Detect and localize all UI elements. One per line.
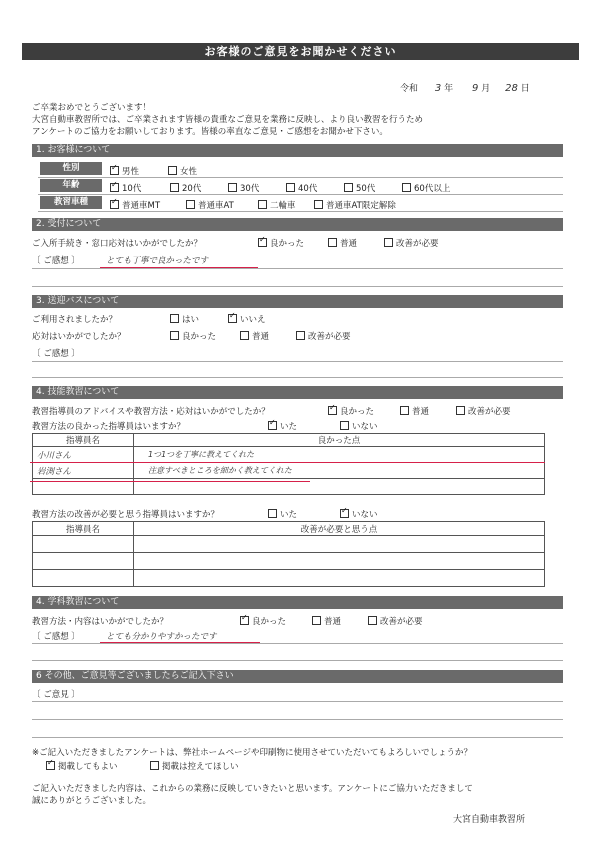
section-4-heading: 4. 技能教習について	[32, 386, 563, 399]
checkbox-icon	[240, 616, 249, 625]
reception-option-normal[interactable]: 普通	[328, 237, 357, 249]
age-option-60s-plus[interactable]: 60代以上	[402, 182, 450, 194]
page-title: お客様のご意見をお聞かせください	[22, 43, 579, 60]
bus-option-normal[interactable]: 普通	[240, 330, 269, 342]
age-option-30s[interactable]: 30代	[228, 182, 259, 194]
course-option-mt[interactable]: ✓普通車MT	[110, 199, 160, 211]
table-row	[33, 463, 545, 479]
checkbox-icon	[228, 183, 237, 192]
date-day-unit: 日	[520, 84, 530, 94]
skills-good-yes[interactable]: ✓ いた	[268, 420, 297, 432]
consent-option-decline[interactable]: 掲載は控えてほしい	[150, 760, 239, 772]
signature: 大宮自動車教習所	[453, 815, 526, 825]
course-option-motorcycle[interactable]: 二輪車	[258, 199, 296, 211]
skills-option-improve[interactable]: 改善が必要	[456, 405, 511, 417]
checkbox-icon	[170, 314, 179, 323]
checkbox-icon	[296, 331, 305, 340]
age-option-50s[interactable]: 50代	[344, 182, 375, 194]
date-era: 令和	[400, 84, 419, 94]
checkbox-icon	[340, 421, 349, 430]
checkbox-icon	[150, 761, 159, 770]
skills-option-normal[interactable]: 普通	[400, 405, 429, 417]
table-row	[33, 447, 545, 463]
gender-option-female[interactable]: 女性	[168, 165, 197, 177]
instructor-good-point: 1つ1つを丁寧に教えてくれた	[134, 447, 545, 463]
age-option-10s[interactable]: ✓10代	[110, 182, 141, 194]
section-5-heading: 4. 学科教習について	[32, 596, 563, 609]
checkbox-icon	[170, 183, 179, 192]
skills-improve-no[interactable]: ✓ いない	[340, 508, 378, 520]
bus-option-improve[interactable]: 改善が必要	[296, 330, 351, 342]
reception-comment-label: 〔 ご感想 〕	[32, 256, 80, 266]
section-6-heading: 6 その他、ご意見等ございましたらご記入下さい	[32, 670, 563, 683]
checkbox-icon	[340, 509, 349, 518]
skills-good-no[interactable]: いない	[340, 420, 378, 432]
lecture-option-good[interactable]: ✓ 良かった	[240, 615, 286, 627]
table-header-instructor: 指導員名	[33, 522, 134, 536]
gender-option-male[interactable]: ✓男性	[110, 165, 139, 177]
reception-question: ご入所手続き・窓口応対はいかがでしたか？	[32, 239, 203, 249]
date-month: 9	[472, 83, 479, 94]
closing-line-2: 誠にありがとうございました。	[32, 796, 152, 806]
improve-instructor-table	[32, 521, 545, 587]
bus-question-2: 応対はいかがでしたか？	[32, 332, 126, 342]
lecture-option-normal[interactable]: 普通	[312, 615, 341, 627]
checkbox-icon	[314, 200, 323, 209]
opinion-comment-label: 〔 ご意見 〕	[32, 690, 80, 700]
consent-question: ※ご記入いただきましたアンケートは、弊社ホームページや印刷物に使用させていただいてもよろしいでしょうか？	[32, 748, 472, 758]
instructor-name: 小川さん	[33, 447, 134, 463]
skills-improve-yes[interactable]: いた	[268, 508, 297, 520]
age-option-20s[interactable]: 20代	[170, 182, 201, 194]
section-3-heading: 3. 送迎バスについて	[32, 295, 563, 308]
checkbox-icon	[286, 183, 295, 192]
checkbox-icon	[46, 761, 55, 770]
checkbox-icon	[268, 509, 277, 518]
age-option-40s[interactable]: 40代	[286, 182, 317, 194]
instructor-good-point: 注意すべきところを細かく教えてくれた	[134, 463, 545, 479]
table-row	[33, 536, 545, 553]
checkbox-icon	[328, 238, 337, 247]
checkbox-icon	[258, 200, 267, 209]
table-row	[33, 553, 545, 570]
instructor-name: 岩渕さん	[33, 463, 134, 479]
checkbox-icon	[186, 200, 195, 209]
checkbox-icon	[456, 406, 465, 415]
course-option-at-unlimit[interactable]: 普通車AT限定解除	[314, 199, 396, 211]
checkbox-icon	[368, 616, 377, 625]
checkbox-icon	[228, 314, 237, 323]
date-day: 28	[505, 83, 518, 94]
checkbox-icon	[384, 238, 393, 247]
skills-question-3: 教習方法の改善が必要と思う指導員はいますか？	[32, 510, 220, 520]
bus-question-1: ご利用されましたか？	[32, 315, 118, 325]
bus-comment-label: 〔 ご感想 〕	[32, 349, 80, 359]
closing-line-1: ご記入いただきました内容は、これからの業務に反映していきたいと思います。アンケートにご協力いただきまして	[32, 784, 473, 794]
date-month-unit: 月	[481, 84, 491, 94]
intro-line-2: 大宮自動車教習所では、ご卒業されます皆様の貴重なご意見を業務に反映し、より良い教習を行うため	[32, 115, 424, 125]
reception-option-good[interactable]: ✓ 良かった	[258, 237, 304, 249]
consent-option-allow[interactable]: ✓掲載してもよい	[46, 760, 118, 772]
section-1-heading: 1. お客様について	[32, 144, 563, 157]
checkbox-icon	[328, 406, 337, 415]
lecture-question: 教習方法・内容はいかがでしたか？	[32, 617, 169, 627]
skills-option-good[interactable]: ✓ 良かった	[328, 405, 374, 417]
checkbox-icon	[344, 183, 353, 192]
date-year: 3	[434, 83, 442, 94]
bus-option-good[interactable]: 良かった	[170, 330, 216, 342]
age-label: 年齢	[40, 179, 102, 192]
checkbox-icon	[110, 200, 119, 209]
course-option-at[interactable]: 普通車AT	[186, 199, 234, 211]
checkbox-icon	[258, 238, 267, 247]
lecture-comment-label: 〔 ご感想 〕	[32, 632, 80, 642]
bus-option-no[interactable]: ✓ いいえ	[228, 313, 266, 325]
skills-question-1: 教習指導員のアドバイスや教習方法・応対はいかがでしたか？	[32, 407, 270, 417]
table-header-good-point: 良かった点	[134, 434, 545, 447]
lecture-comment: とても分かりやすかったです	[106, 632, 217, 642]
checkbox-icon	[240, 331, 249, 340]
checkbox-icon	[400, 406, 409, 415]
bus-option-yes[interactable]: はい	[170, 313, 199, 325]
section-2-heading: 2. 受付について	[32, 218, 563, 231]
intro-line-3: アンケートのご協力をお願いしております。皆様の率直なご意見・ご感想をお聞かせ下さい。	[32, 127, 388, 137]
checkbox-icon	[110, 166, 119, 175]
reception-option-improve[interactable]: 改善が必要	[384, 237, 439, 249]
table-header-improve-point: 改善が必要と思う点	[134, 522, 545, 536]
date-year-unit: 年	[444, 84, 454, 94]
gender-label: 性別	[40, 162, 102, 175]
good-instructor-table	[32, 433, 545, 495]
skills-question-2: 教習方法の良かった指導員はいますか？	[32, 422, 186, 432]
checkbox-icon	[168, 166, 177, 175]
checkbox-icon	[402, 183, 411, 192]
checkbox-icon	[170, 331, 179, 340]
checkbox-icon	[110, 183, 119, 192]
intro-line-1: ご卒業おめでとうございます！	[32, 103, 152, 113]
checkbox-icon	[312, 616, 321, 625]
lecture-option-improve[interactable]: 改善が必要	[368, 615, 423, 627]
date-line	[400, 81, 530, 94]
table-row	[33, 570, 545, 587]
table-header-instructor: 指導員名	[33, 434, 134, 447]
course-label: 教習車種	[40, 196, 102, 209]
checkbox-icon	[268, 421, 277, 430]
reception-comment: とても丁寧で良かったです	[106, 256, 209, 266]
